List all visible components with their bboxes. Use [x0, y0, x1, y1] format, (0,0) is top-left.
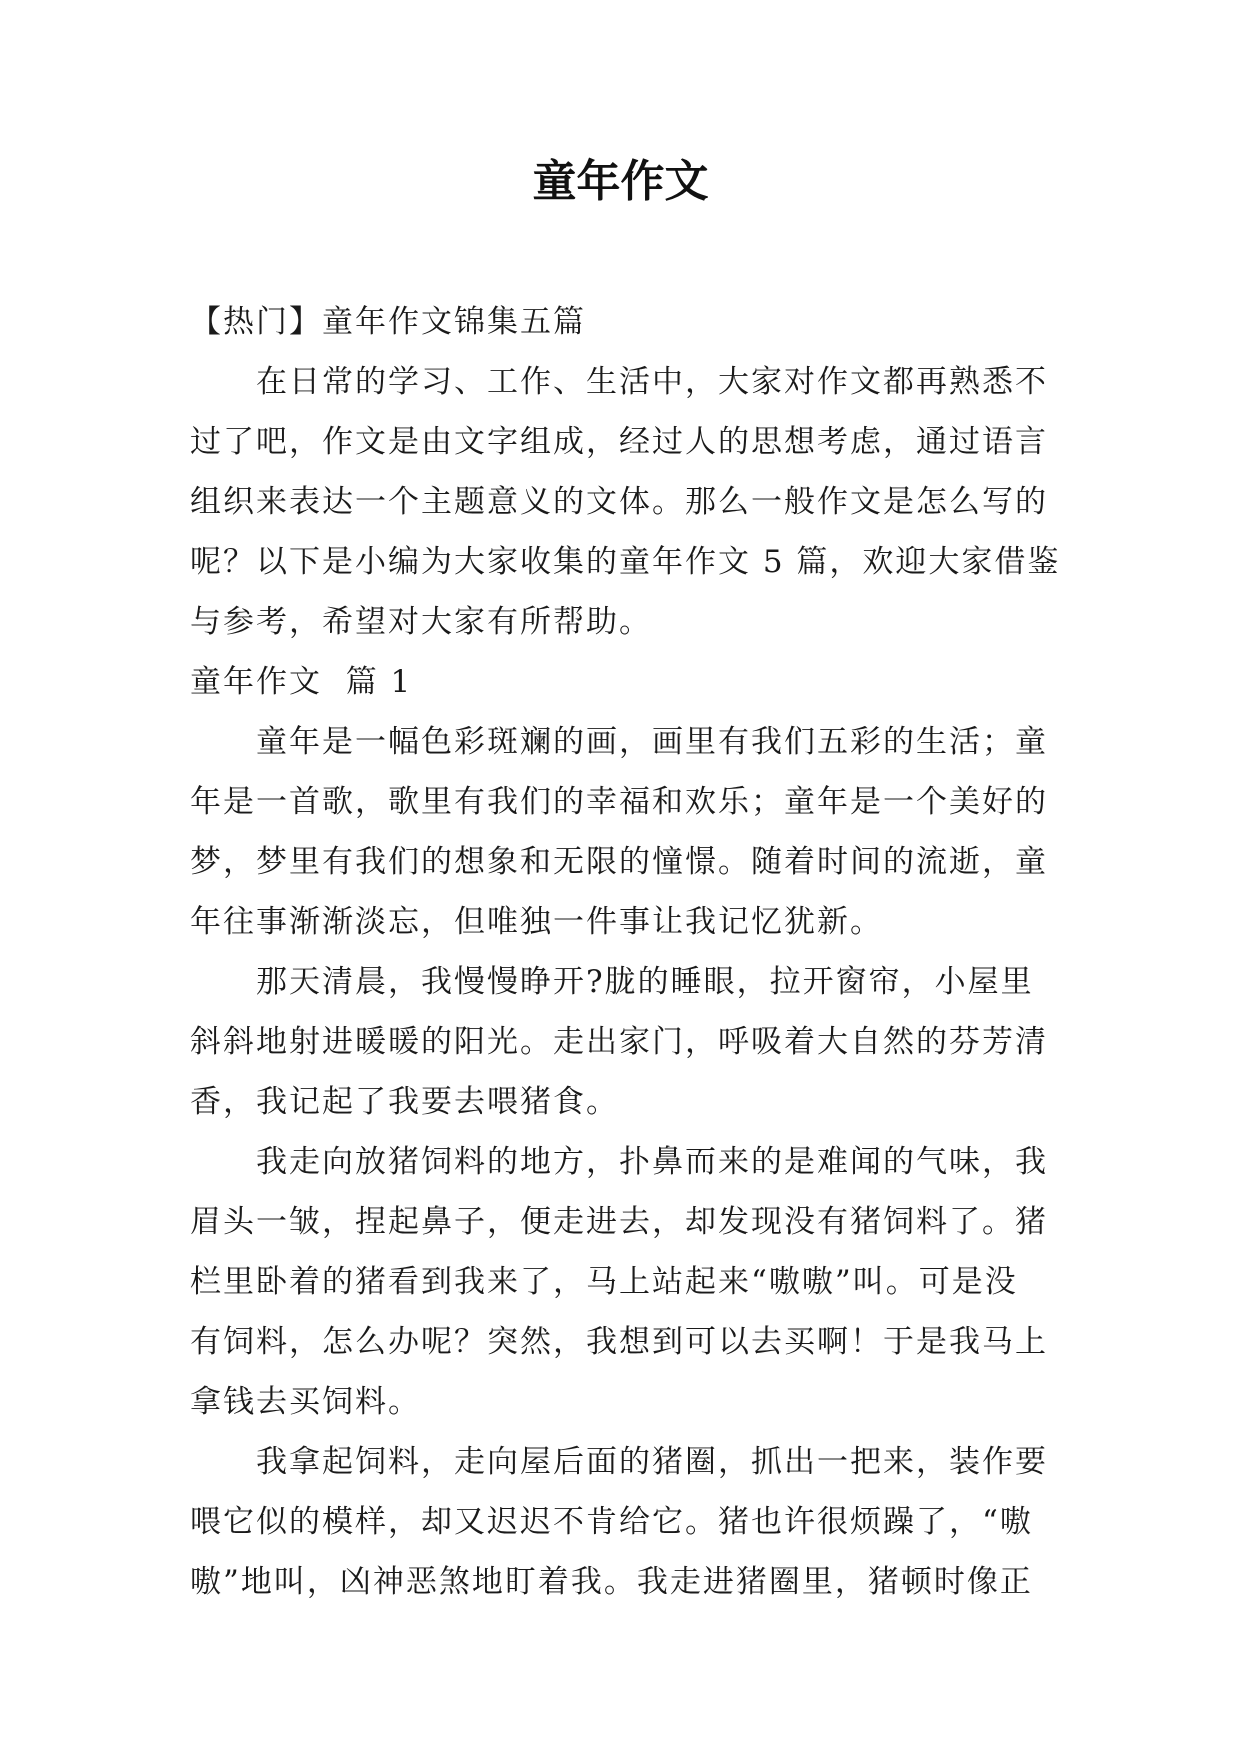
intro-paragraph [190, 352, 1061, 652]
text-line: 梦，梦里有我们的想象和无限的憧憬。随着时间的流逝，童 [190, 844, 1048, 880]
text-line: 年是一首歌，歌里有我们的幸福和欢乐；童年是一个美好的 [190, 784, 1048, 820]
text-line: 栏里卧着的猪看到我来了，马上站起来“嗷嗷”叫。可是没 [190, 1264, 1018, 1300]
document-subtitle: 【热门】童年作文锦集五篇 [190, 304, 586, 340]
text-line: 嗷”地叫，凶神恶煞地盯着我。我走进猪圈里，猪顿时像正 [190, 1564, 1033, 1600]
document-title: 童年作文 [532, 156, 709, 207]
text-line: 与参考，希望对大家有所帮助。 [190, 604, 652, 640]
text-line: 那天清晨，我慢慢睁开?胧的睡眼，拉开窗帘，小屋里 [256, 964, 1034, 1000]
text-line: 在日常的学习、工作、生活中，大家对作文都再熟悉不 [256, 364, 1048, 400]
paragraph-3 [190, 1132, 1050, 1432]
text-line: 斜斜地射进暖暖的阳光。走出家门，呼吸着大自然的芬芳清 [190, 1024, 1048, 1060]
text-line: 过了吧，作文是由文字组成，经过人的思想考虑，通过语言 [190, 424, 1048, 460]
text-line: 眉头一皱，捏起鼻子，便走进去，却发现没有猪饲料了。猪 [190, 1204, 1048, 1240]
section-heading: 童年作文 篇 1 [190, 664, 413, 700]
text-line: 呢？以下是小编为大家收集的童年作文 5 篇，欢迎大家借鉴 [190, 544, 1061, 580]
text-line: 香，我记起了我要去喂猪食。 [190, 1084, 619, 1120]
document-body [190, 292, 1061, 1612]
text-line: 喂它似的模样，却又迟迟不肯给它。猪也许很烦躁了，“嗷 [190, 1504, 1033, 1540]
text-line: 拿钱去买饲料。 [190, 1384, 421, 1420]
text-line: 童年是一幅色彩斑斓的画，画里有我们五彩的生活；童 [256, 724, 1048, 760]
text-line: 我拿起饲料，走向屋后面的猪圈，抓出一把来，装作要 [256, 1444, 1048, 1480]
paragraph-1 [190, 712, 1050, 952]
text-line: 我走向放猪饲料的地方，扑鼻而来的是难闻的气味，我 [256, 1144, 1048, 1180]
text-line: 年往事渐渐淡忘，但唯独一件事让我记忆犹新。 [190, 904, 883, 940]
text-line: 有饲料，怎么办呢？突然，我想到可以去买啊！于是我马上 [190, 1324, 1048, 1360]
paragraph-2 [190, 952, 1050, 1132]
paragraph-4 [190, 1432, 1050, 1612]
text-line: 组织来表达一个主题意义的文体。那么一般作文是怎么写的 [190, 484, 1048, 520]
